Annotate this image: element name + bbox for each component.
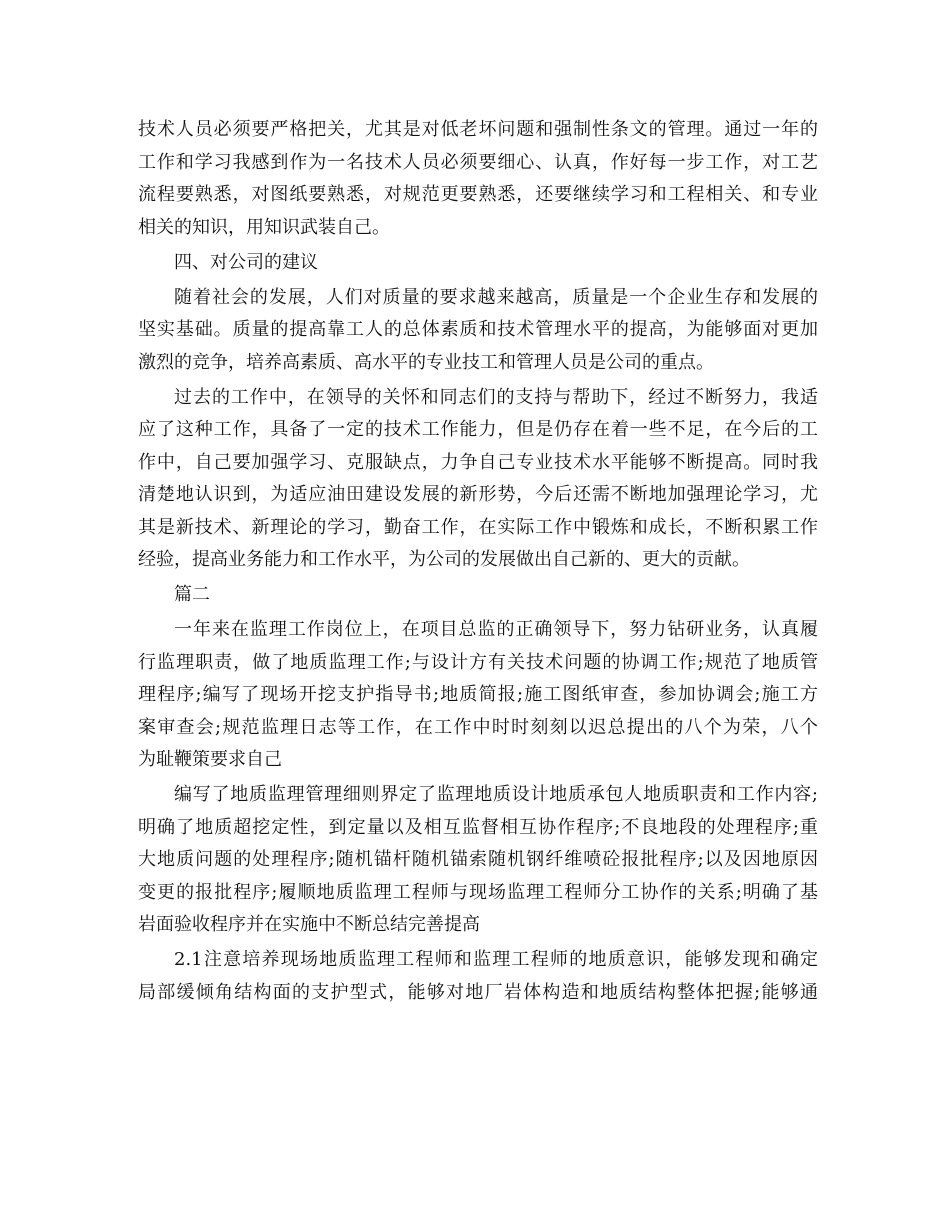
text-line: 局部缓倾角结构面的支护型式，能够对地厂岩体构造和地质结构整体把握;能够通 xyxy=(138,981,818,1003)
text-line: 技术人员必须要严格把关，尤其是对低老坏问题和强制性条文的管理。通过一年的 xyxy=(138,119,818,140)
text-line: 清楚地认识到，为适应油田建设发展的新形势，今后还需不断地加强理论学习，尤 xyxy=(138,484,818,505)
text-line: 案审查会;规范监理日志等工作，在工作中时时刻刻以迟总提出的八个为荣，八个 xyxy=(138,716,818,738)
text-line: 变更的报批程序;履顺地质监理工程师与现场监理工程师分工协作的关系;明确了基 xyxy=(138,881,818,903)
text-line: 编写了地质监理管理细则界定了监理地质设计地质承包人地质职责和工作内容; xyxy=(174,784,818,805)
text-line: 应了这种工作，具备了一定的技术工作能力，但是仍存在着一些不足，在今后的工 xyxy=(138,419,818,440)
text-line: 坚实基础。质量的提高靠工人的总体素质和技术管理水平的提高，为能够面对更加 xyxy=(138,319,818,340)
text-line: 经验，提高业务能力和工作水平，为公司的发展做出自己新的、更大的贡献。 xyxy=(138,549,750,570)
section-heading: 篇二 xyxy=(174,584,210,605)
text-line: 2.1注意培养现场地质监理工程师和监理工程师的地质意识，能够发现和确定 xyxy=(174,949,818,970)
text-line: 作中，自己要加强学习、克服缺点，力争自己专业技术水平能够不断提高。同时我 xyxy=(138,451,818,473)
text-line: 明确了地质超挖定性，到定量以及相互监督相互协作程序;不良地段的处理程序;重 xyxy=(138,816,818,838)
text-line: 工作和学习我感到作为一名技术人员必须要细心、认真，作好每一步工作，对工艺 xyxy=(138,151,818,173)
text-line: 大地质问题的处理程序;随机锚杆随机锚索随机钢纤维喷砼报批程序;以及因地原因 xyxy=(138,849,818,870)
text-line: 行监理职责，做了地质监理工作;与设计方有关技术问题的协调工作;规范了地质管 xyxy=(138,651,818,673)
text-line: 理程序;编写了现场开挖支护指导书;地质简报;施工图纸审查，参加协调会;施工方 xyxy=(138,684,818,705)
section-heading: 四、对公司的建议 xyxy=(174,251,318,273)
text-line: 相关的知识，用知识武装自己。 xyxy=(138,216,390,238)
text-line: 岩面验收程序并在实施中不断总结完善提高 xyxy=(138,914,480,935)
document-body xyxy=(138,114,818,1009)
text-line: 一年来在监理工作岗位上，在项目总监的正确领导下，努力钻研业务，认真履 xyxy=(174,619,818,640)
text-line: 其是新技术、新理论的学习，勤奋工作，在实际工作中锻炼和成长，不断积累工作 xyxy=(138,516,818,538)
text-line: 流程要熟悉，对图纸要熟悉，对规范更要熟悉，还要继续学习和工程相关、和专业 xyxy=(138,184,818,205)
text-line: 过去的工作中，在领导的关怀和同志们的支持与帮助下，经过不断努力，我适 xyxy=(174,386,818,408)
text-line: 激烈的竞争，培养高素质、高水平的专业技工和管理人员是公司的重点。 xyxy=(138,351,714,373)
text-line: 为耻鞭策要求自己 xyxy=(138,749,282,770)
text-line: 随着社会的发展，人们对质量的要求越来越高，质量是一个企业生存和发展的 xyxy=(174,286,818,308)
